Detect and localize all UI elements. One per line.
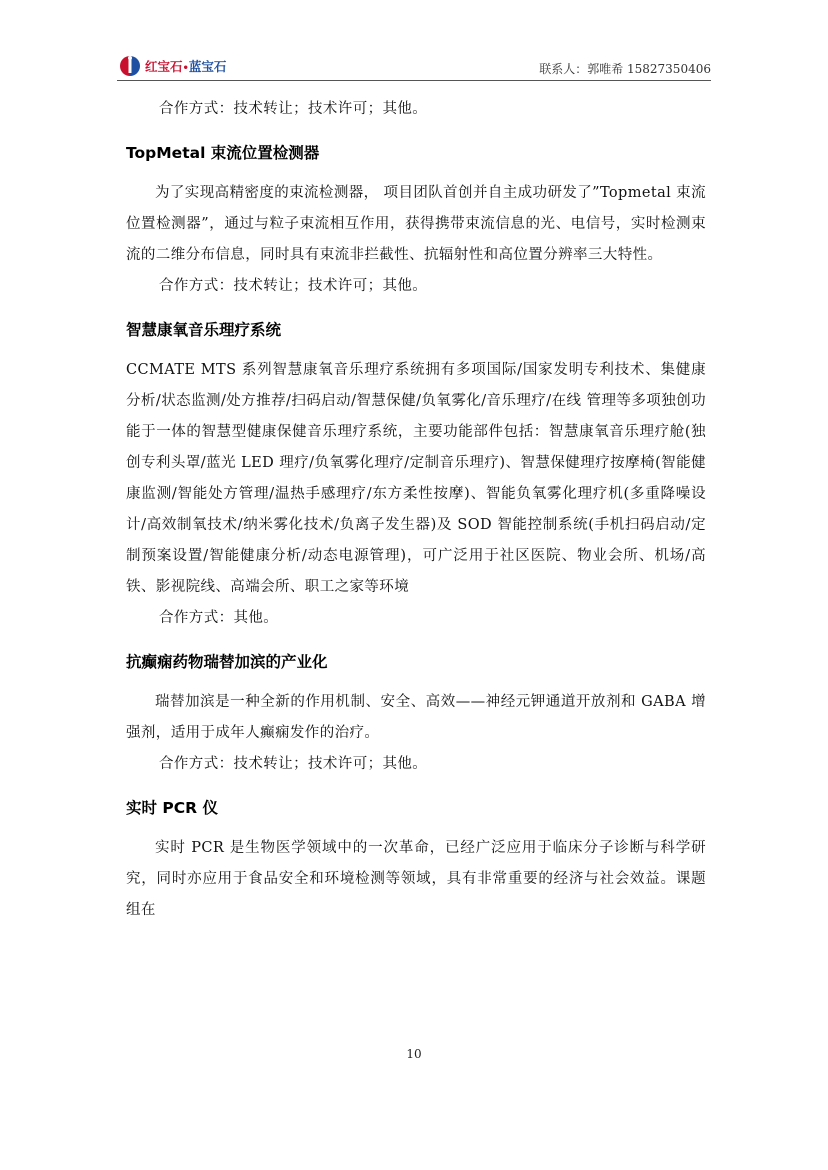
cooperation-line: 合作方式：技术转让；技术许可；其他。: [159, 756, 428, 772]
section-topmetal: [126, 142, 706, 302]
cooperation-line: 合作方式：其他。: [159, 610, 279, 626]
section-music-therapy: [126, 319, 706, 634]
section-title: TopMetal 束流位置检测器: [126, 144, 320, 162]
cooperation-line: 合作方式：技术转让；技术许可；其他。: [159, 101, 428, 117]
page-header: [117, 52, 711, 81]
section-paragraph: 实时 PCR 是生物医学领域中的一次革命，已经广泛应用于临床分子诊断与科学研究，同时亦应用于食品安全和环境检测等领域，具有非常重要的经济与社会效益。课题组在: [126, 840, 706, 918]
section-pcr: [126, 797, 706, 926]
section-title: 智慧康氧音乐理疗系统: [126, 321, 282, 339]
section-retigabine: [126, 651, 706, 780]
contact-info: 联系人：郭唯希 15827350406: [539, 62, 711, 76]
section-paragraph: CCMATE MTS 系列智慧康氧音乐理疗系统拥有多项国际/国家发明专利技术、集健康分析/状态监测/处方推荐/扫码启动/智慧保健/负氧雾化/音乐理疗/在线 管理等多项独创功能于一体的智慧型健康保健音乐理疗系统，主要功能部件包括：智慧康氧音乐理疗舱(独创专利头罩/蓝光 LED 理疗/负氧雾化理疗/定制音乐理疗)、智慧保健理疗按摩椅(智能健康监测/智能处方管理/温热手感理疗/东方柔性按摩)、智能负氧雾化理疗机(多重降噪设计/高效制氧技术/纳米雾化技术/负离子发生器)及 SOD 智能控制系统(手机扫码启动/定制预案设置/智能健康分析/动态电源管理)，可广泛用于社区医院、物业会所、机场/高铁、影视院线、高端会所、职工之家等环境: [126, 362, 706, 595]
company-logo: [117, 54, 226, 78]
page-number: 10: [406, 1047, 422, 1061]
logo-separator: •: [182, 63, 189, 74]
logo-text-sapphire: 蓝宝石: [188, 59, 227, 74]
logo-text-ruby: 红宝石: [145, 59, 183, 74]
document-body: [126, 94, 706, 926]
section-paragraph: 瑞替加滨是一种全新的作用机制、安全、高效——神经元钾通道开放剂和 GABA 增强剂，适用于成年人癫痫发作的治疗。: [126, 694, 706, 741]
section-title: 抗癫痫药物瑞替加滨的产业化: [126, 653, 328, 671]
section-paragraph: 为了实现高精密度的束流检测器， 项目团队首创并自主成功研发了”Topmetal 束流位置检测器”，通过与粒子束流相互作用，获得携带束流信息的光、电信号，实时检测束流的二维分布信息，同时具有束流非拦截性、抗辐射性和高位置分辨率三大特性。: [126, 185, 706, 263]
section-title: 实时 PCR 仪: [126, 799, 218, 817]
logo-mark-icon: [117, 55, 143, 77]
cooperation-line: 合作方式：技术转让；技术许可；其他。: [159, 278, 428, 294]
